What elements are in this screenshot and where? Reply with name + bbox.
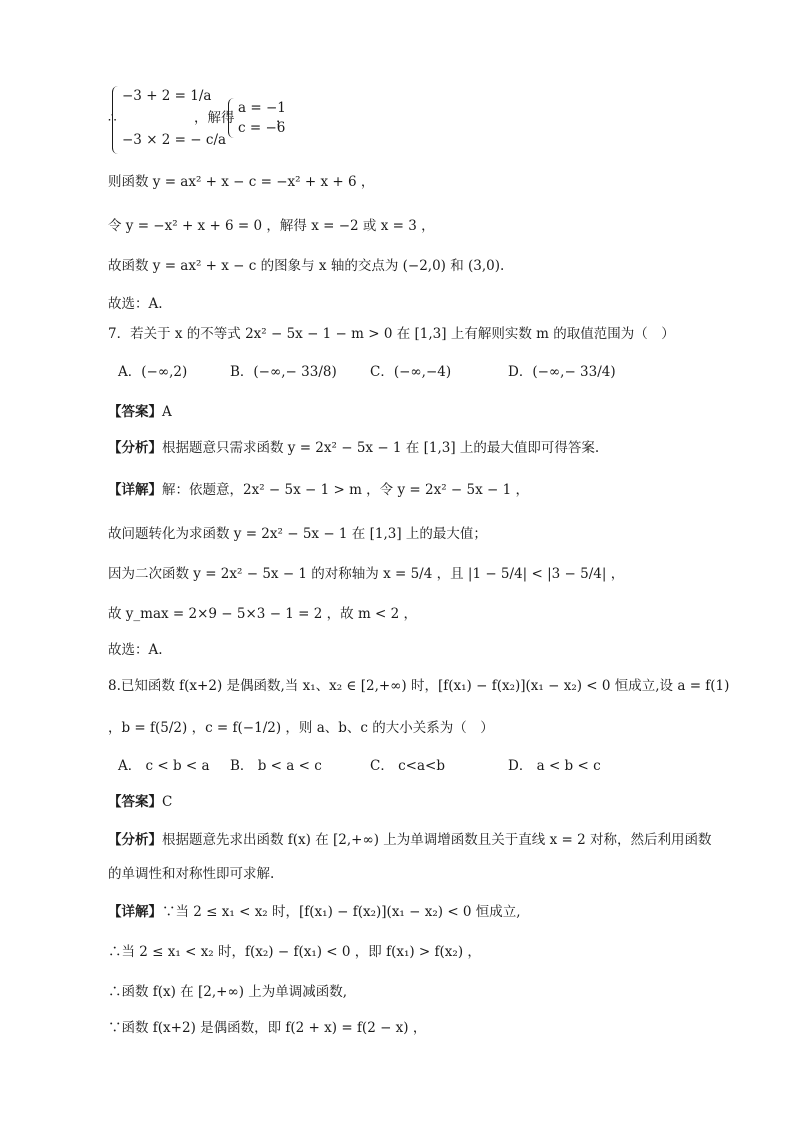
q7-option-b: B．(−∞,− 33/8) bbox=[230, 364, 337, 380]
q8-answer-line bbox=[108, 792, 172, 812]
text-line: ∴函数 f(x) 在 [2,+∞) 上为单调减函数, bbox=[108, 984, 348, 1000]
text-line: 令 y = −x² + x + 6 = 0 ，解得 x = −2 或 x = 3 ， bbox=[108, 218, 435, 234]
text-line: 因为二次函数 y = 2x² − 5x − 1 的对称轴为 x = 5/4 ，且 |1 − 5/4| < |3 − 5/4| ， bbox=[108, 566, 625, 582]
system-equation-2: −3 × 2 = − c/a bbox=[122, 132, 227, 148]
q8-option-d: D． a < b < c bbox=[508, 758, 601, 774]
detail-text: 解：依题意，2x² − 5x − 1 > m ，令 y = 2x² − 5x − 1 ， bbox=[162, 482, 529, 498]
text-line: 故问题转化为求函数 y = 2x² − 5x − 1 在 [1,3] 上的最大值； bbox=[108, 526, 487, 542]
text-line: 故函数 y = ax² + x − c 的图象与 x 轴的交点为 (−2,0) 和 (3,0). bbox=[108, 258, 505, 274]
detail-tag: 【详解】 bbox=[108, 482, 162, 498]
q8-detail-line bbox=[108, 902, 521, 922]
analysis-tag: 【分析】 bbox=[108, 440, 162, 456]
answer-value: C bbox=[162, 794, 173, 810]
question-8: 8.已知函数 f(x+2) 是偶函数,当 x₁、x₂ ∈ [2,+∞) 时，[f(x₁) − f(x₂)](x₁ − x₂) < 0 恒成立,设 a = f(1) bbox=[108, 678, 730, 694]
question-7: 7．若关于 x 的不等式 2x² − 5x − 1 − m > 0 在 [1,3] 上有解则实数 m 的取值范围为（ ） bbox=[108, 326, 675, 342]
system-equation-1: −3 + 2 = 1/a bbox=[122, 88, 212, 104]
detail-text: ∵当 2 ≤ x₁ < x₂ 时，[f(x₁) − f(x₂)](x₁ − x₂) < 0 恒成立, bbox=[162, 904, 521, 920]
q7-option-a: A．(−∞,2) bbox=[118, 364, 188, 380]
q7-option-c: C．(−∞,−4) bbox=[370, 364, 452, 380]
q8-analysis-line bbox=[108, 830, 711, 850]
answer-value: A bbox=[162, 404, 172, 420]
system-brace-left bbox=[112, 86, 121, 154]
solution-a: a = −1 bbox=[238, 100, 286, 116]
text-line: ∴当 2 ≤ x₁ < x₂ 时，f(x₂) − f(x₁) < 0 ，即 f(x₁) > f(x₂) ， bbox=[108, 944, 481, 960]
q7-answer-line bbox=[108, 402, 172, 422]
text-line: 故 y_max = 2×9 − 5×3 − 1 = 2 ，故 m < 2 ， bbox=[108, 606, 418, 622]
q7-options bbox=[118, 362, 718, 386]
q7-option-d: D．(−∞,− 33/4) bbox=[508, 364, 616, 380]
q8-option-a: A． c < b < a bbox=[118, 758, 210, 774]
text-line: 的单调性和对称性即可求解. bbox=[108, 866, 275, 882]
q7-detail-line bbox=[108, 480, 529, 500]
solution-brace bbox=[228, 98, 237, 138]
solution-c: c = −6 bbox=[238, 120, 286, 136]
text-line: 故选：A. bbox=[108, 296, 163, 312]
therefore-symbol: ∴ bbox=[108, 110, 117, 126]
solution-comma: ， bbox=[276, 110, 290, 126]
question-8-cont: ，b = f(5/2) ，c = f(−1/2) ，则 a、b、c 的大小关系为（ ） bbox=[108, 720, 494, 736]
q8-option-c: C． c<a<b bbox=[370, 758, 445, 774]
text-line: ∵函数 f(x+2) 是偶函数，即 f(2 + x) = f(2 − x) ， bbox=[108, 1020, 427, 1036]
analysis-text: 根据题意先求出函数 f(x) 在 [2,+∞) 上为单调增函数且关于直线 x = 2 对称，然后利用函数 bbox=[162, 832, 712, 848]
text-line: 故选：A. bbox=[108, 642, 163, 658]
q8-option-b: B． b < a < c bbox=[230, 758, 322, 774]
detail-tag: 【详解】 bbox=[108, 904, 162, 920]
answer-tag: 【答案】 bbox=[108, 404, 162, 420]
answer-tag: 【答案】 bbox=[108, 794, 162, 810]
q8-options bbox=[118, 756, 718, 778]
solve-connector: ，解得 bbox=[194, 110, 235, 126]
analysis-tag: 【分析】 bbox=[108, 832, 162, 848]
q7-analysis-line bbox=[108, 438, 599, 458]
text-line: 则函数 y = ax² + x − c = −x² + x + 6 ， bbox=[108, 174, 375, 190]
analysis-text: 根据题意只需求函数 y = 2x² − 5x − 1 在 [1,3] 上的最大值即可得答案. bbox=[162, 440, 600, 456]
